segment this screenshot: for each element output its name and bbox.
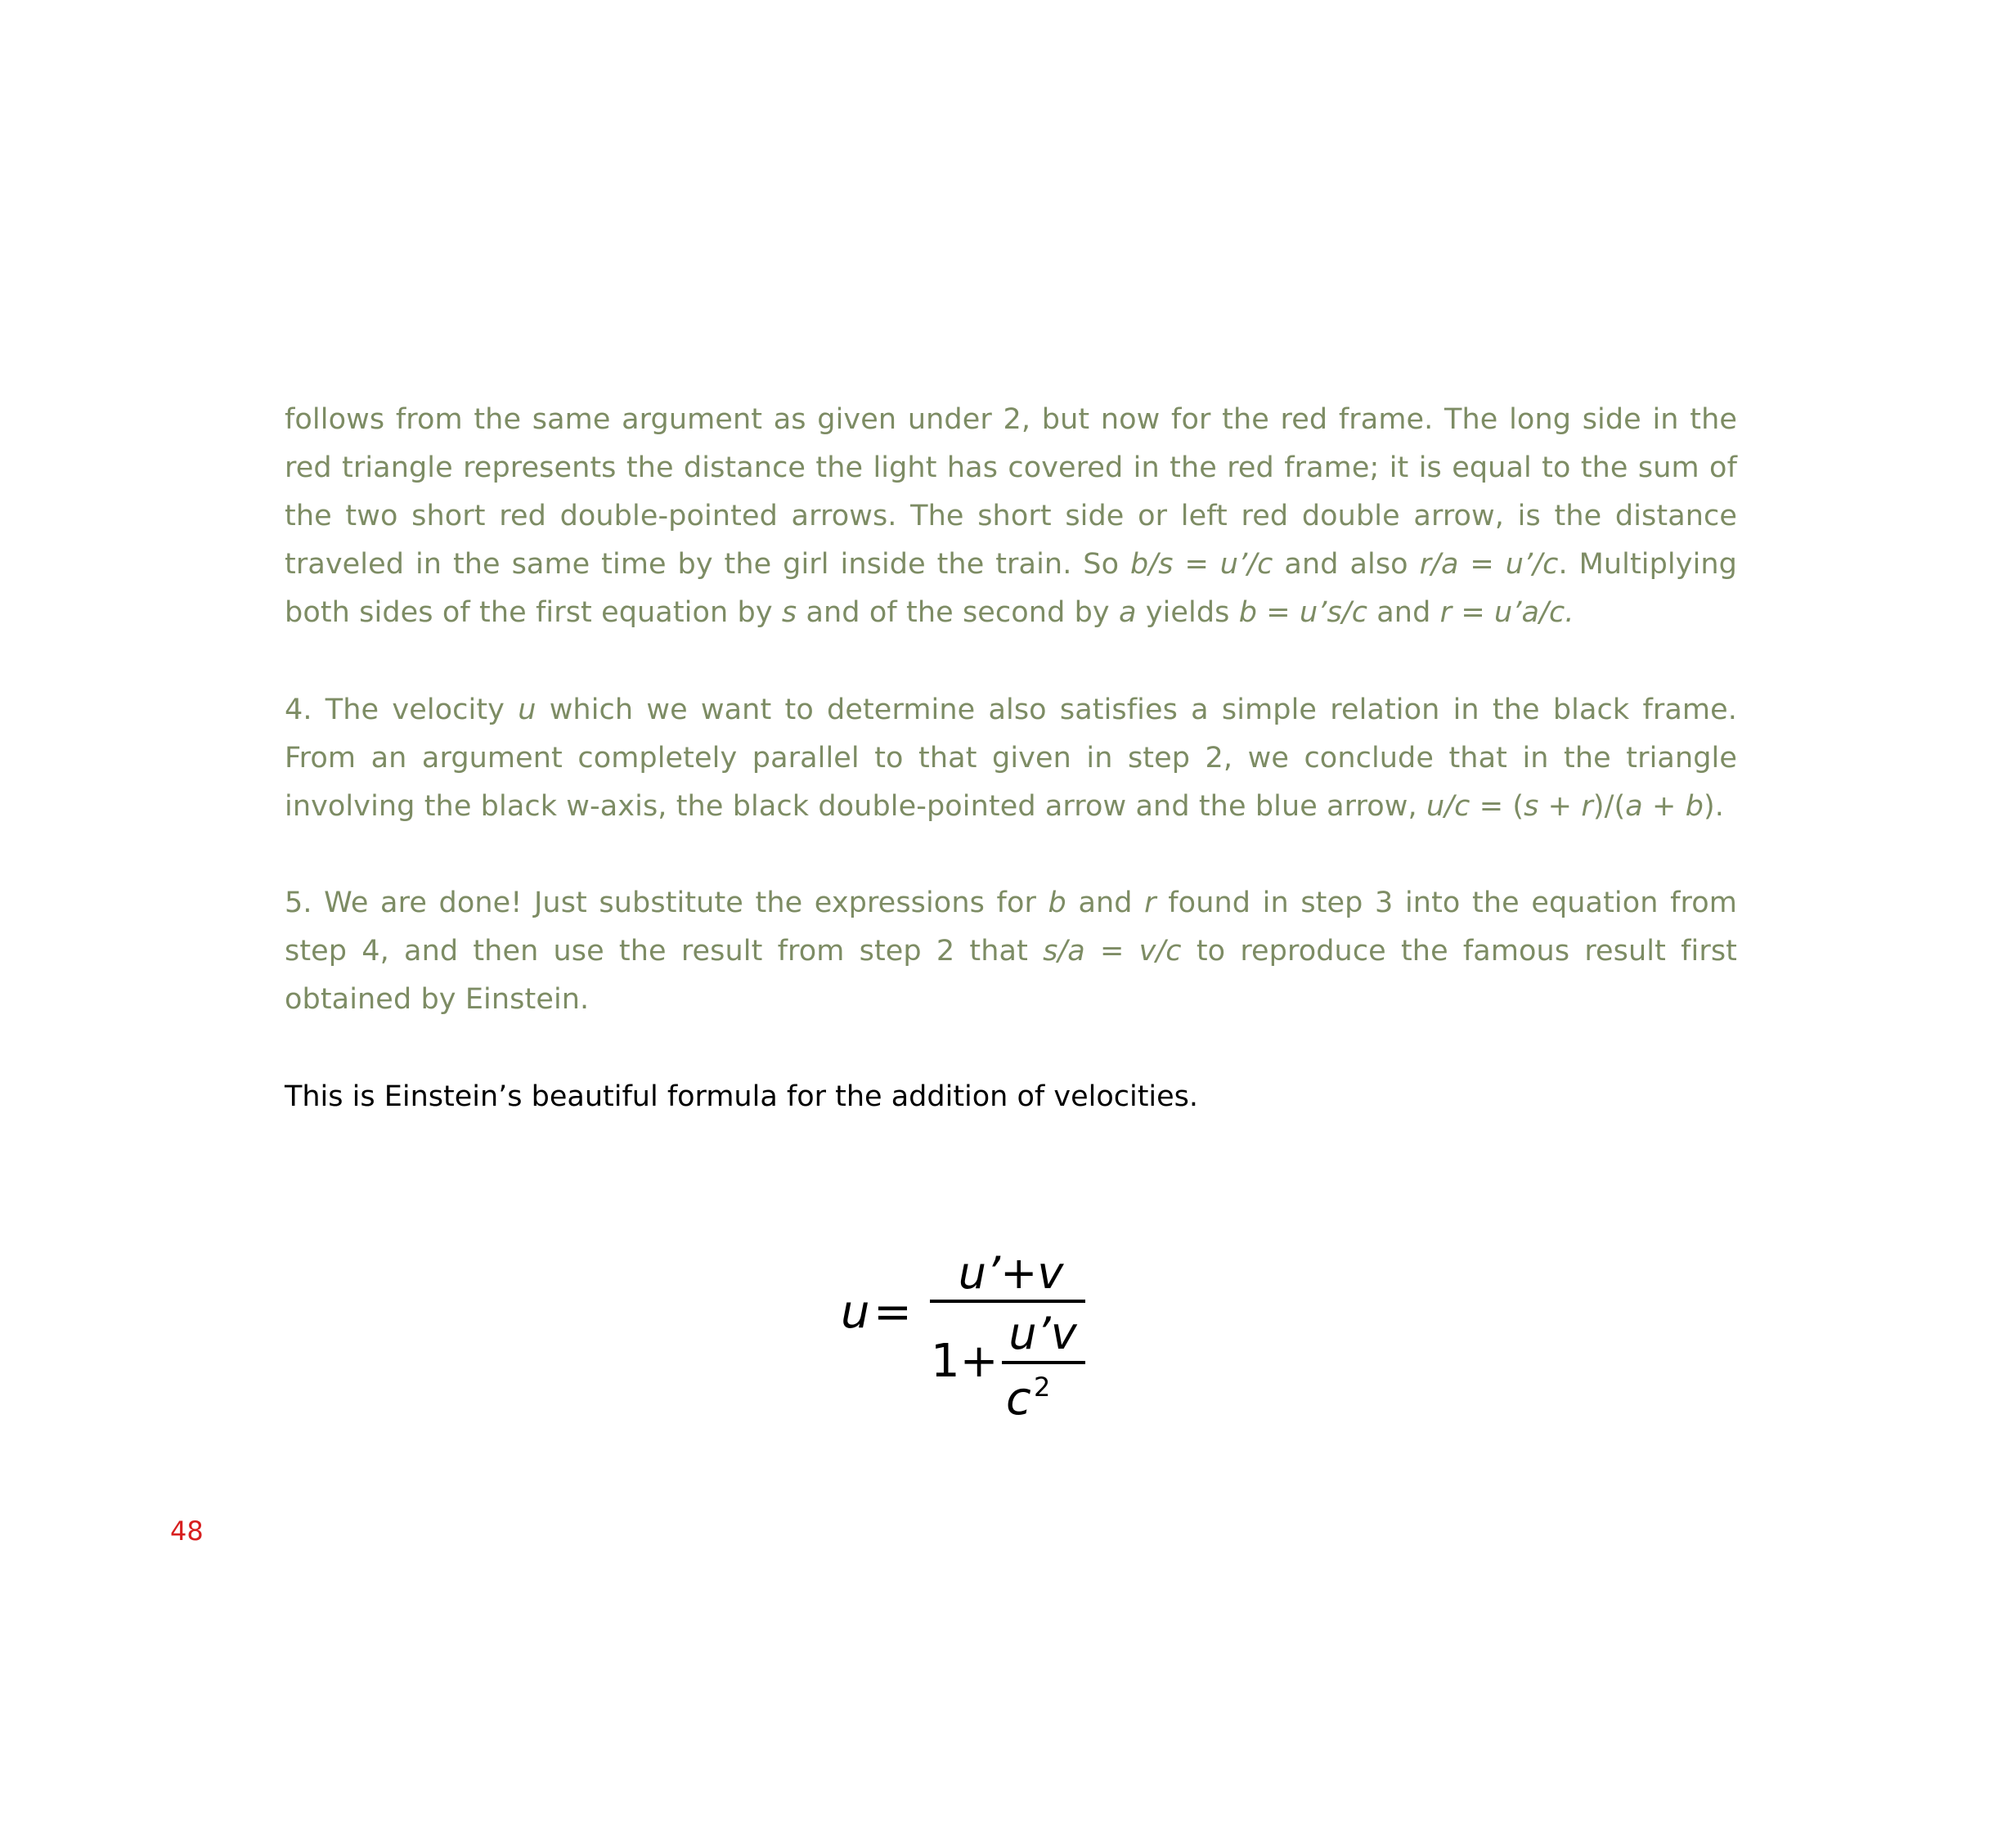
formula-exponent: 2 bbox=[1034, 1372, 1051, 1403]
formula-denominator-one: 1+ bbox=[931, 1335, 999, 1388]
velocity-addition-formula bbox=[818, 1223, 1112, 1435]
formula-equals: = bbox=[873, 1286, 912, 1339]
formula-inner-denominator: c bbox=[1006, 1372, 1031, 1426]
page-number: 48 bbox=[170, 1515, 204, 1547]
formula-lhs: u bbox=[841, 1286, 870, 1339]
formula-caption: This is Einstein’s beautiful formula for the addition of velocities. bbox=[285, 1080, 1199, 1113]
paragraph-step-4: 4. The velocity u which we want to determine also satisfies a simple relation in the black frame. From an argument completely parallel to that given in step 2, we conclude that in the triangle involving the black w-axis, the black double-pointed arrow and the blue arrow, u/c = (s + r)/(a + b). bbox=[285, 694, 1737, 823]
paragraph-step-3: follows from the same argument as given under 2, but now for the red frame. The long side in the red triangle represents the distance the light has covered in the red frame; it is equal to the sum of the two short red double-pointed arrows. The short side or left red double arrow, is the distance traveled in the same time by the girl inside the train. So b/s = u’/c and also r/a = u’/c. Multiplying both sides of the first equation by s and of the second by a yields b = u’s/c and r = u’a/c. bbox=[285, 403, 1737, 629]
paragraph-step-5: 5. We are done! Just substitute the expressions for b and r found in step 3 into the equation from step 4, and then use the result from step 2 that s/a = v/c to reproduce the famous result first obtained by Einstein. bbox=[285, 887, 1737, 1016]
formula-numerator: u’+v bbox=[958, 1247, 1064, 1299]
formula-inner-numerator: u’v bbox=[1008, 1308, 1077, 1359]
